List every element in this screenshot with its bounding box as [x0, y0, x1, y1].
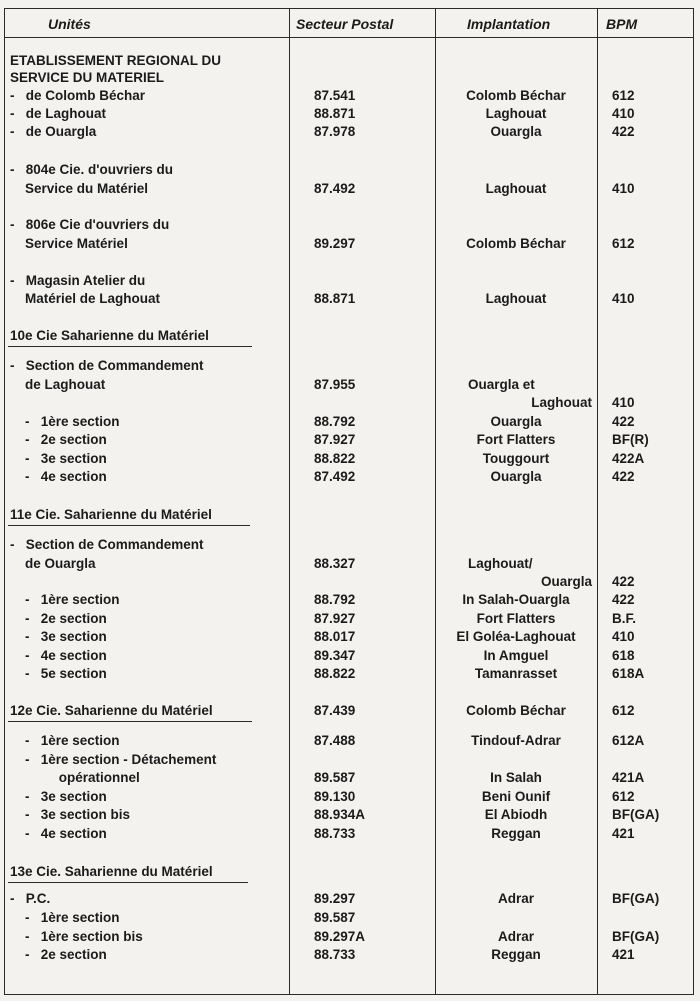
header-unites: Unités	[48, 16, 91, 32]
implantation-cell: Ouargla et	[468, 377, 535, 392]
bpm-cell: 612	[612, 789, 635, 804]
bpm-cell: 410	[612, 395, 635, 410]
table-row	[0, 291, 700, 309]
unite-cell: - Section de Commandement	[10, 358, 204, 373]
implantation-cell: Reggan	[491, 826, 541, 841]
unite-cell: - 804e Cie. d'ouvriers du	[10, 162, 174, 177]
implantation-cell: In Salah-Ouargla	[462, 592, 570, 607]
bpm-cell: 612	[612, 703, 635, 718]
secteur-postal-cell: 87.488	[314, 733, 356, 748]
table-row	[0, 162, 700, 180]
secteur-postal-cell: 88.792	[314, 592, 356, 607]
table-row	[0, 807, 700, 825]
table-row	[0, 929, 700, 947]
unite-cell: - 2e section	[10, 611, 107, 626]
unite-cell: - 1ère section - Détachement	[10, 752, 217, 767]
secteur-postal-cell: 87.492	[314, 181, 356, 196]
bpm-cell: B.F.	[612, 611, 637, 626]
header-divider	[4, 37, 694, 38]
unite-cell: - de Ouargla	[10, 124, 97, 139]
table-row	[0, 703, 700, 721]
table-row	[0, 124, 700, 142]
implantation-cell: Reggan	[491, 947, 541, 962]
bpm-cell: 618	[612, 648, 635, 663]
implantation-cell: Laghouat/	[468, 556, 533, 571]
bpm-cell: 422	[612, 414, 635, 429]
implantation-cell: Colomb Béchar	[466, 703, 566, 718]
table-row	[0, 666, 700, 684]
secteur-postal-cell: 87.927	[314, 611, 356, 626]
implantation-cell: Beni Ounif	[481, 789, 551, 804]
table-row	[0, 88, 700, 106]
unite-cell: - 1ère section	[10, 910, 120, 925]
bpm-cell: 422	[612, 469, 635, 484]
unite-cell: - 3e section	[10, 789, 107, 804]
table-frame	[4, 8, 694, 995]
table-row	[0, 236, 700, 254]
implantation-cell: Touggourt	[482, 451, 550, 466]
implantation-cell: El Abiodh	[484, 807, 548, 822]
implantation-cell: Adrar	[497, 891, 534, 906]
secteur-postal-cell: 88.822	[314, 666, 356, 681]
bpm-cell: BF(GA)	[612, 807, 660, 822]
bpm-cell: 618A	[612, 666, 645, 681]
implantation-cell: In Amguel	[483, 648, 549, 663]
table-row	[0, 451, 700, 469]
table-row	[0, 395, 700, 413]
unite-cell: Service du Matériel	[10, 181, 149, 196]
table-row	[0, 53, 700, 71]
group-title-underline	[8, 882, 248, 883]
group-title-underline	[8, 346, 252, 347]
implantation-cell: In Salah	[490, 770, 542, 785]
unite-cell: de Ouargla	[10, 556, 96, 571]
secteur-postal-cell: 89.297A	[314, 929, 366, 944]
header-secteur-postal: Secteur Postal	[296, 16, 394, 32]
unite-cell: - 5e section	[10, 666, 107, 681]
bpm-cell: 422	[612, 592, 635, 607]
unite-cell: - 1ère section	[10, 592, 120, 607]
unite-cell: ETABLISSEMENT REGIONAL DU	[10, 53, 222, 68]
secteur-postal-cell: 89.587	[314, 910, 356, 925]
unite-cell: - de Laghouat	[10, 106, 106, 121]
secteur-postal-cell: 89.297	[314, 891, 356, 906]
bpm-cell: 612A	[612, 733, 645, 748]
table-row	[0, 574, 700, 592]
implantation-cell: El Goléa-Laghouat	[456, 629, 576, 644]
table-row	[0, 770, 700, 788]
secteur-postal-cell: 88.822	[314, 451, 356, 466]
table-row	[0, 106, 700, 124]
implantation-cell: Fort Flatters	[476, 432, 556, 447]
bpm-cell: 612	[612, 88, 635, 103]
secteur-postal-cell: 87.978	[314, 124, 356, 139]
table-row	[0, 358, 700, 376]
secteur-postal-cell: 88.733	[314, 826, 356, 841]
group-title-underline	[8, 525, 250, 526]
bpm-cell: 410	[612, 291, 635, 306]
unite-cell: - 3e section	[10, 451, 107, 466]
table-row	[0, 826, 700, 844]
bpm-cell: 421	[612, 826, 635, 841]
table-row	[0, 273, 700, 291]
table-row	[0, 648, 700, 666]
header-implantation: Implantation	[467, 16, 551, 32]
table-row	[0, 556, 700, 574]
table-row	[0, 70, 700, 88]
unite-cell: - 4e section	[10, 469, 107, 484]
unite-cell: - Section de Commandement	[10, 537, 204, 552]
unite-cell: - 2e section	[10, 432, 107, 447]
secteur-postal-cell: 89.130	[314, 789, 356, 804]
table-row	[0, 733, 700, 751]
implantation-cell: Tindouf-Adrar	[471, 733, 561, 748]
unite-cell: - 4e section	[10, 826, 107, 841]
unite-cell: - 1ère section	[10, 414, 120, 429]
group-title: 12e Cie. Saharienne du Matériel	[10, 703, 213, 718]
unite-cell: - de Colomb Béchar	[10, 88, 146, 103]
table-row	[0, 537, 700, 555]
implantation-cell: Laghouat	[485, 106, 547, 121]
table-row	[0, 629, 700, 647]
bpm-cell: BF(R)	[612, 432, 649, 447]
bpm-cell: 422	[612, 124, 635, 139]
unite-cell: de Laghouat	[10, 377, 106, 392]
unite-cell: Matériel de Laghouat	[10, 291, 161, 306]
unite-cell: - Magasin Atelier du	[10, 273, 146, 288]
secteur-postal-cell: 88.934A	[314, 807, 366, 822]
column-divider	[435, 8, 436, 995]
secteur-postal-cell: 88.792	[314, 414, 356, 429]
table-row	[0, 181, 700, 199]
implantation-cell: Ouargla	[540, 574, 592, 589]
bpm-cell: 422	[612, 574, 635, 589]
bpm-cell: 422A	[612, 451, 645, 466]
bpm-cell: 410	[612, 629, 635, 644]
secteur-postal-cell: 88.871	[314, 106, 356, 121]
implantation-cell: Fort Flatters	[476, 611, 556, 626]
column-divider	[597, 8, 598, 995]
secteur-postal-cell: 87.541	[314, 88, 356, 103]
secteur-postal-cell: 89.347	[314, 648, 356, 663]
unite-cell: - 3e section bis	[10, 807, 131, 822]
header-bpm: BPM	[606, 16, 638, 32]
group-title-underline	[8, 721, 252, 722]
implantation-cell: Tamanrasset	[474, 666, 558, 681]
secteur-postal-cell: 87.955	[314, 377, 356, 392]
implantation-cell: Colomb Béchar	[466, 236, 566, 251]
unite-cell: - 806e Cie d'ouvriers du	[10, 217, 170, 232]
implantation-cell: Laghouat	[531, 395, 592, 410]
table-row	[0, 752, 700, 770]
unite-cell: - P.C.	[10, 891, 51, 906]
implantation-cell: Ouargla	[490, 414, 542, 429]
implantation-cell: Adrar	[497, 929, 534, 944]
bpm-cell: 410	[612, 106, 635, 121]
bpm-cell: 421	[612, 947, 635, 962]
table-row	[0, 217, 700, 235]
unite-cell: - 4e section	[10, 648, 107, 663]
unite-cell: - 1ère section bis	[10, 929, 143, 944]
unite-cell: - 1ère section	[10, 733, 120, 748]
unite-cell: SERVICE DU MATERIEL	[10, 70, 165, 85]
unite-cell: - 2e section	[10, 947, 107, 962]
table-row	[0, 377, 700, 395]
table-row	[0, 469, 700, 487]
secteur-postal-cell: 87.927	[314, 432, 356, 447]
table-row	[0, 611, 700, 629]
unite-cell: opérationnel	[10, 770, 140, 785]
implantation-cell: Laghouat	[485, 181, 547, 196]
unite-cell: - 3e section	[10, 629, 107, 644]
implantation-cell: Colomb Béchar	[466, 88, 566, 103]
bpm-cell: 612	[612, 236, 635, 251]
implantation-cell: Laghouat	[485, 291, 547, 306]
implantation-cell: Ouargla	[490, 124, 542, 139]
implantation-cell: Ouargla	[490, 469, 542, 484]
table-row	[0, 592, 700, 610]
table-row	[0, 891, 700, 909]
secteur-postal-cell: 89.587	[314, 770, 356, 785]
secteur-postal-cell: 89.297	[314, 236, 356, 251]
table-row	[0, 432, 700, 450]
bpm-cell: 410	[612, 181, 635, 196]
secteur-postal-cell: 87.492	[314, 469, 356, 484]
group-title: 13e Cie. Saharienne du Matériel	[10, 864, 213, 879]
secteur-postal-cell: 88.017	[314, 629, 356, 644]
table-row	[0, 910, 700, 928]
secteur-postal-cell: 88.733	[314, 947, 356, 962]
secteur-postal-cell: 87.439	[314, 703, 356, 718]
group-title: 10e Cie Saharienne du Matériel	[10, 328, 209, 343]
secteur-postal-cell: 88.327	[314, 556, 356, 571]
table-row	[0, 414, 700, 432]
table-row	[0, 789, 700, 807]
unite-cell: Service Matériel	[10, 236, 128, 251]
bpm-cell: BF(GA)	[612, 891, 660, 906]
table-row	[0, 947, 700, 965]
column-divider	[289, 8, 290, 995]
group-title: 11e Cie. Saharienne du Matériel	[10, 507, 212, 522]
secteur-postal-cell: 88.871	[314, 291, 356, 306]
bpm-cell: 421A	[612, 770, 645, 785]
bpm-cell: BF(GA)	[612, 929, 660, 944]
